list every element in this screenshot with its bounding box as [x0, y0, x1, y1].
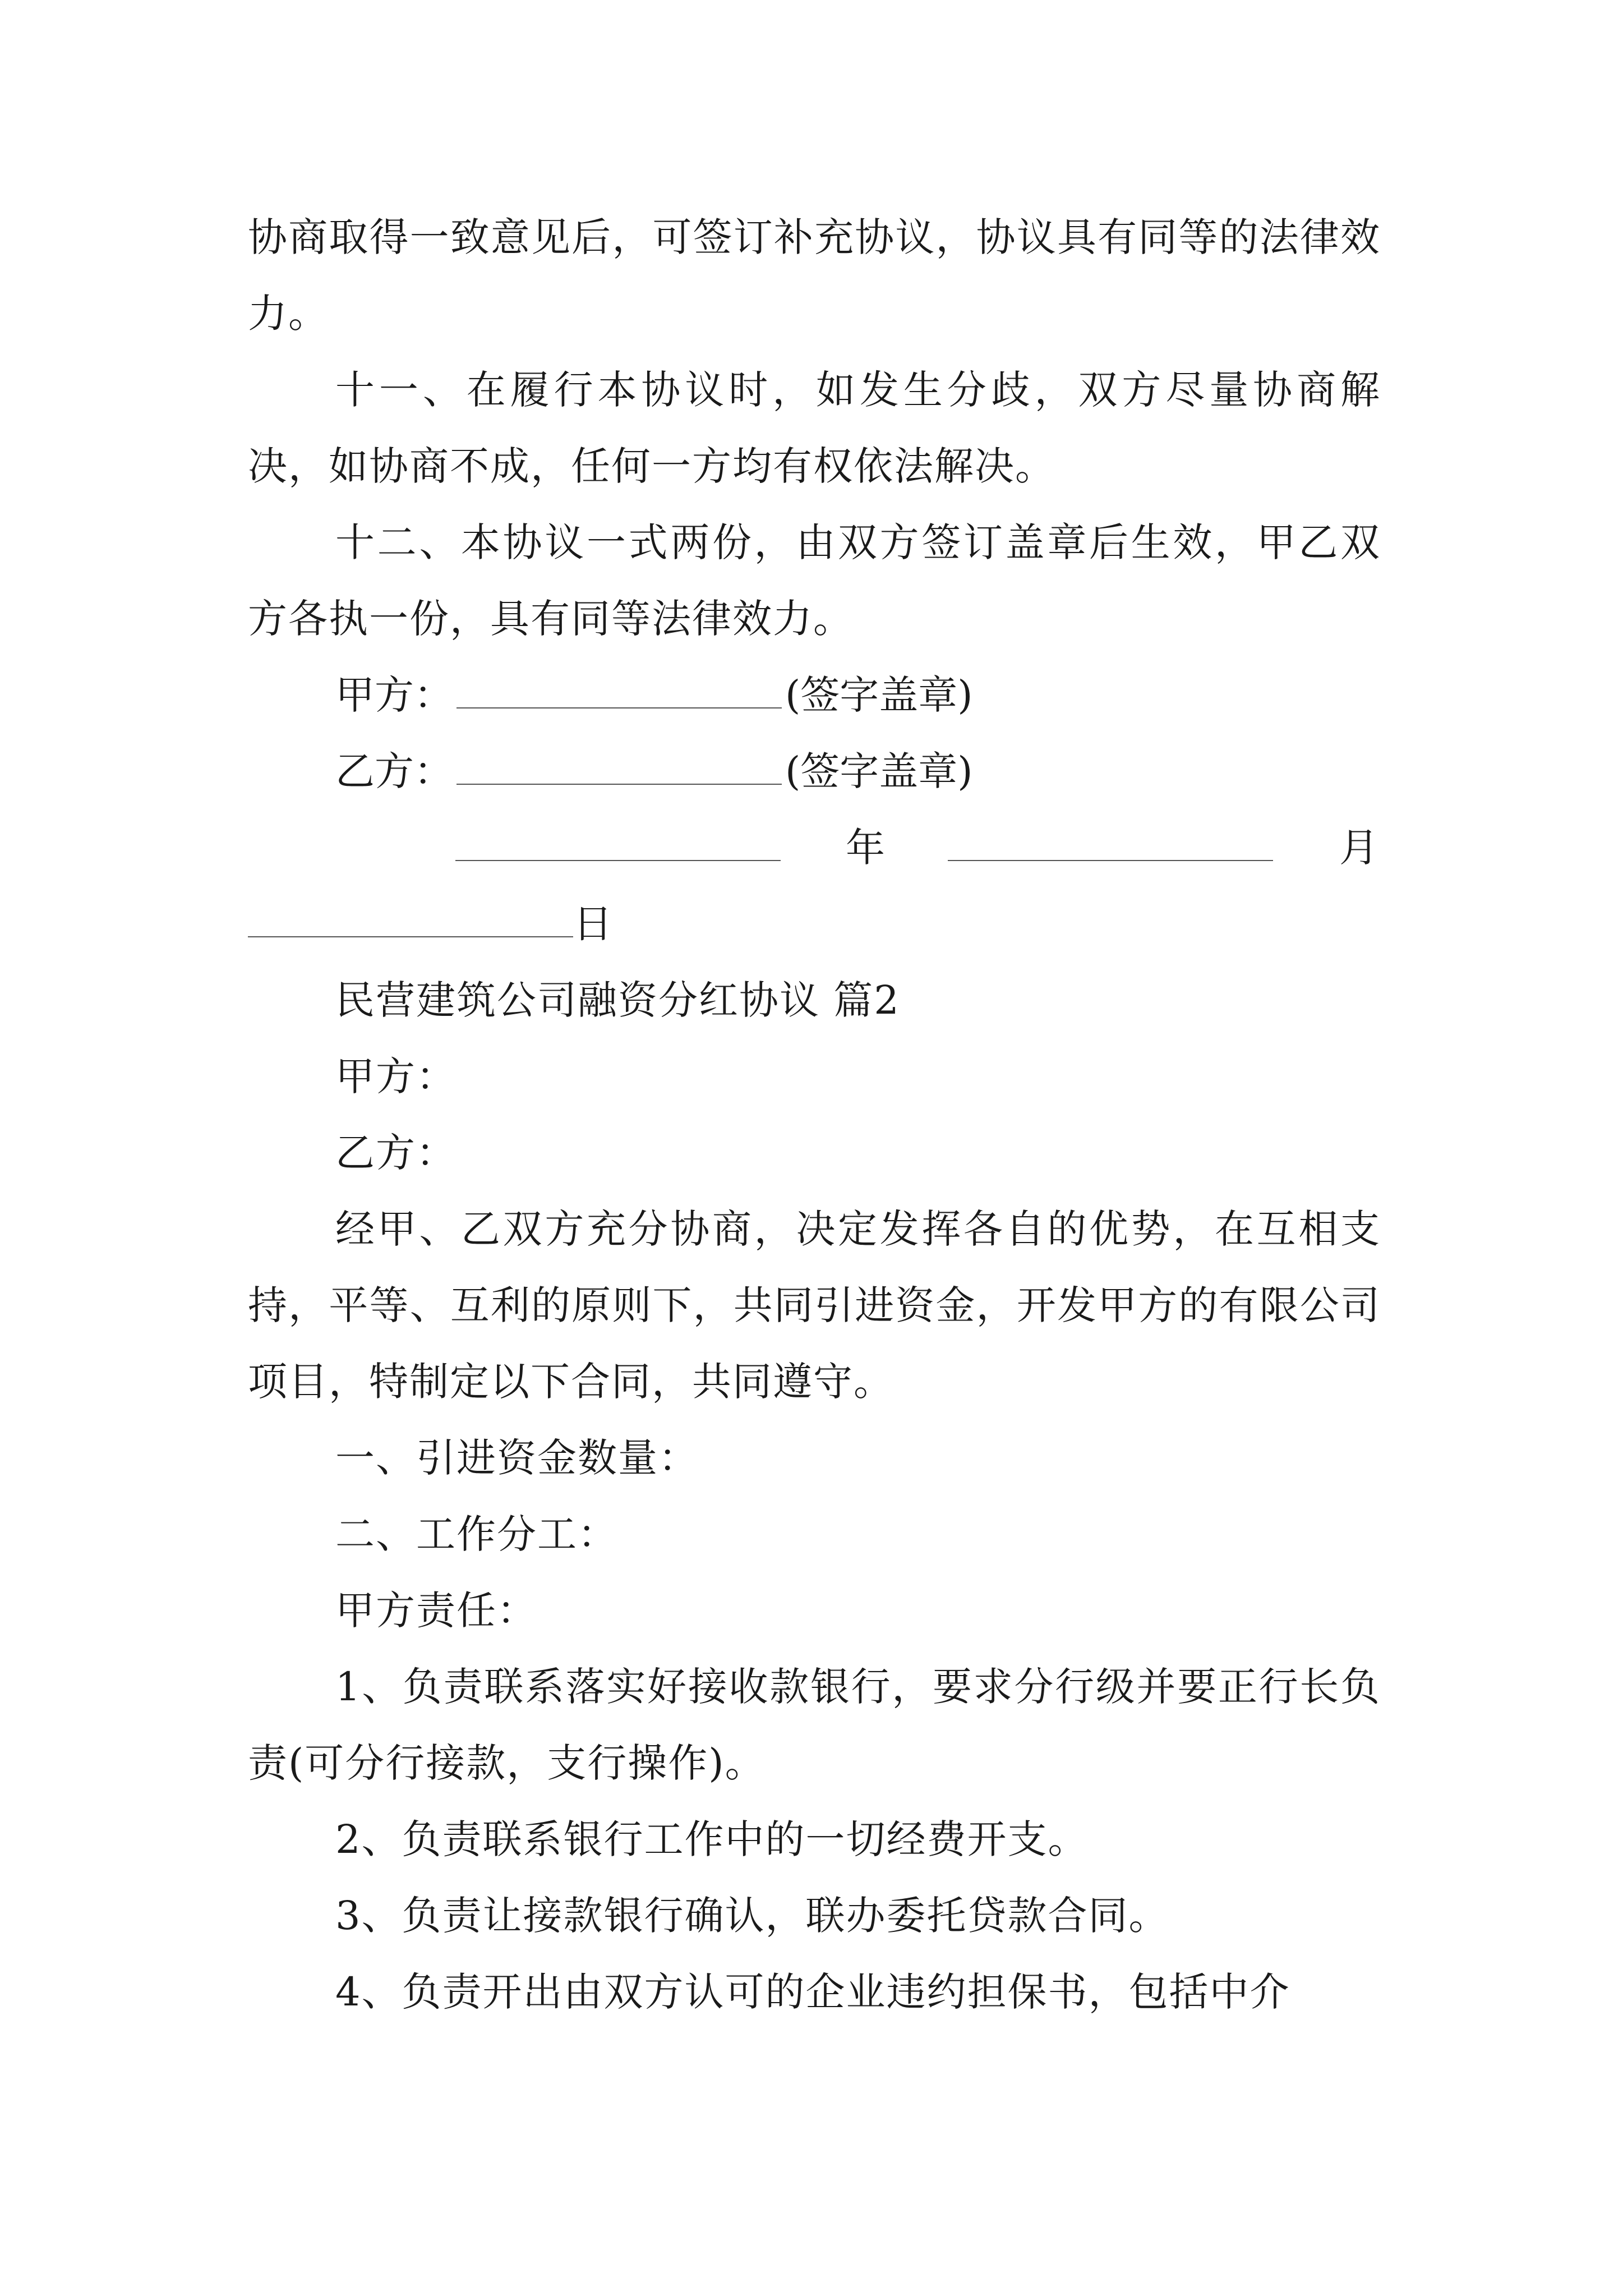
- party-a-duties-title: 甲方责任：: [335, 1588, 537, 1634]
- duty-1: 1、负责联系落实好接收款银行，要求分行级并要正行长负责(可分行接款，支行操作)。: [248, 1664, 1381, 1786]
- year-label: 年: [846, 825, 885, 871]
- item-capital-amount: 一、引进资金数量：: [335, 1435, 699, 1481]
- signature-line-party-b: [248, 733, 1381, 809]
- month-label: 月: [1339, 825, 1378, 871]
- party-a-blank: [457, 674, 782, 708]
- duty-4: 4、负责开出由双方认可的企业违约担保书，包括中介: [335, 1969, 1290, 2015]
- party-b-blank: [457, 750, 782, 785]
- signature-line-party-a: [248, 657, 1381, 733]
- section-title: 民营建筑公司融资分红协议 篇2: [335, 977, 900, 1023]
- duty-2: 2、负责联系银行工作中的一切经费开支。: [335, 1816, 1089, 1862]
- day-line: [248, 886, 1381, 962]
- document-body: [248, 199, 1381, 2030]
- party-b-label: 乙方：: [335, 748, 453, 794]
- section-party-b: 乙方：: [335, 1130, 457, 1176]
- item-work-division: 二、工作分工：: [335, 1511, 618, 1557]
- date-line: [248, 809, 1381, 886]
- party-a-seal-note: (签字盖章): [785, 672, 973, 718]
- paragraph-supplement: 协商取得一致意见后，可签订补充协议，协议具有同等的法律效力。: [248, 214, 1381, 337]
- paragraph-clause-12: 十二、本协议一式两份，由双方签订盖章后生效，甲乙双方各执一份，具有同等法律效力。: [248, 519, 1381, 642]
- year-blank: [455, 826, 781, 861]
- party-b-seal-note: (签字盖章): [785, 748, 973, 794]
- party-a-label: 甲方：: [335, 672, 453, 718]
- paragraph-clause-11: 十一、在履行本协议时，如发生分歧，双方尽量协商解决，如协商不成，任何一方均有权依法解决。: [248, 367, 1381, 489]
- section-party-a: 甲方：: [335, 1053, 457, 1099]
- day-label: 日: [573, 901, 612, 947]
- day-blank: [248, 903, 573, 937]
- duty-3: 3、负责让接款银行确认，联办委托贷款合同。: [335, 1893, 1169, 1939]
- month-blank: [948, 826, 1273, 861]
- section-intro: 经甲、乙双方充分协商，决定发挥各自的优势，在互相支持，平等、互利的原则下，共同引进资金，开发甲方的有限公司项目，特制定以下合同，共同遵守。: [248, 1206, 1381, 1405]
